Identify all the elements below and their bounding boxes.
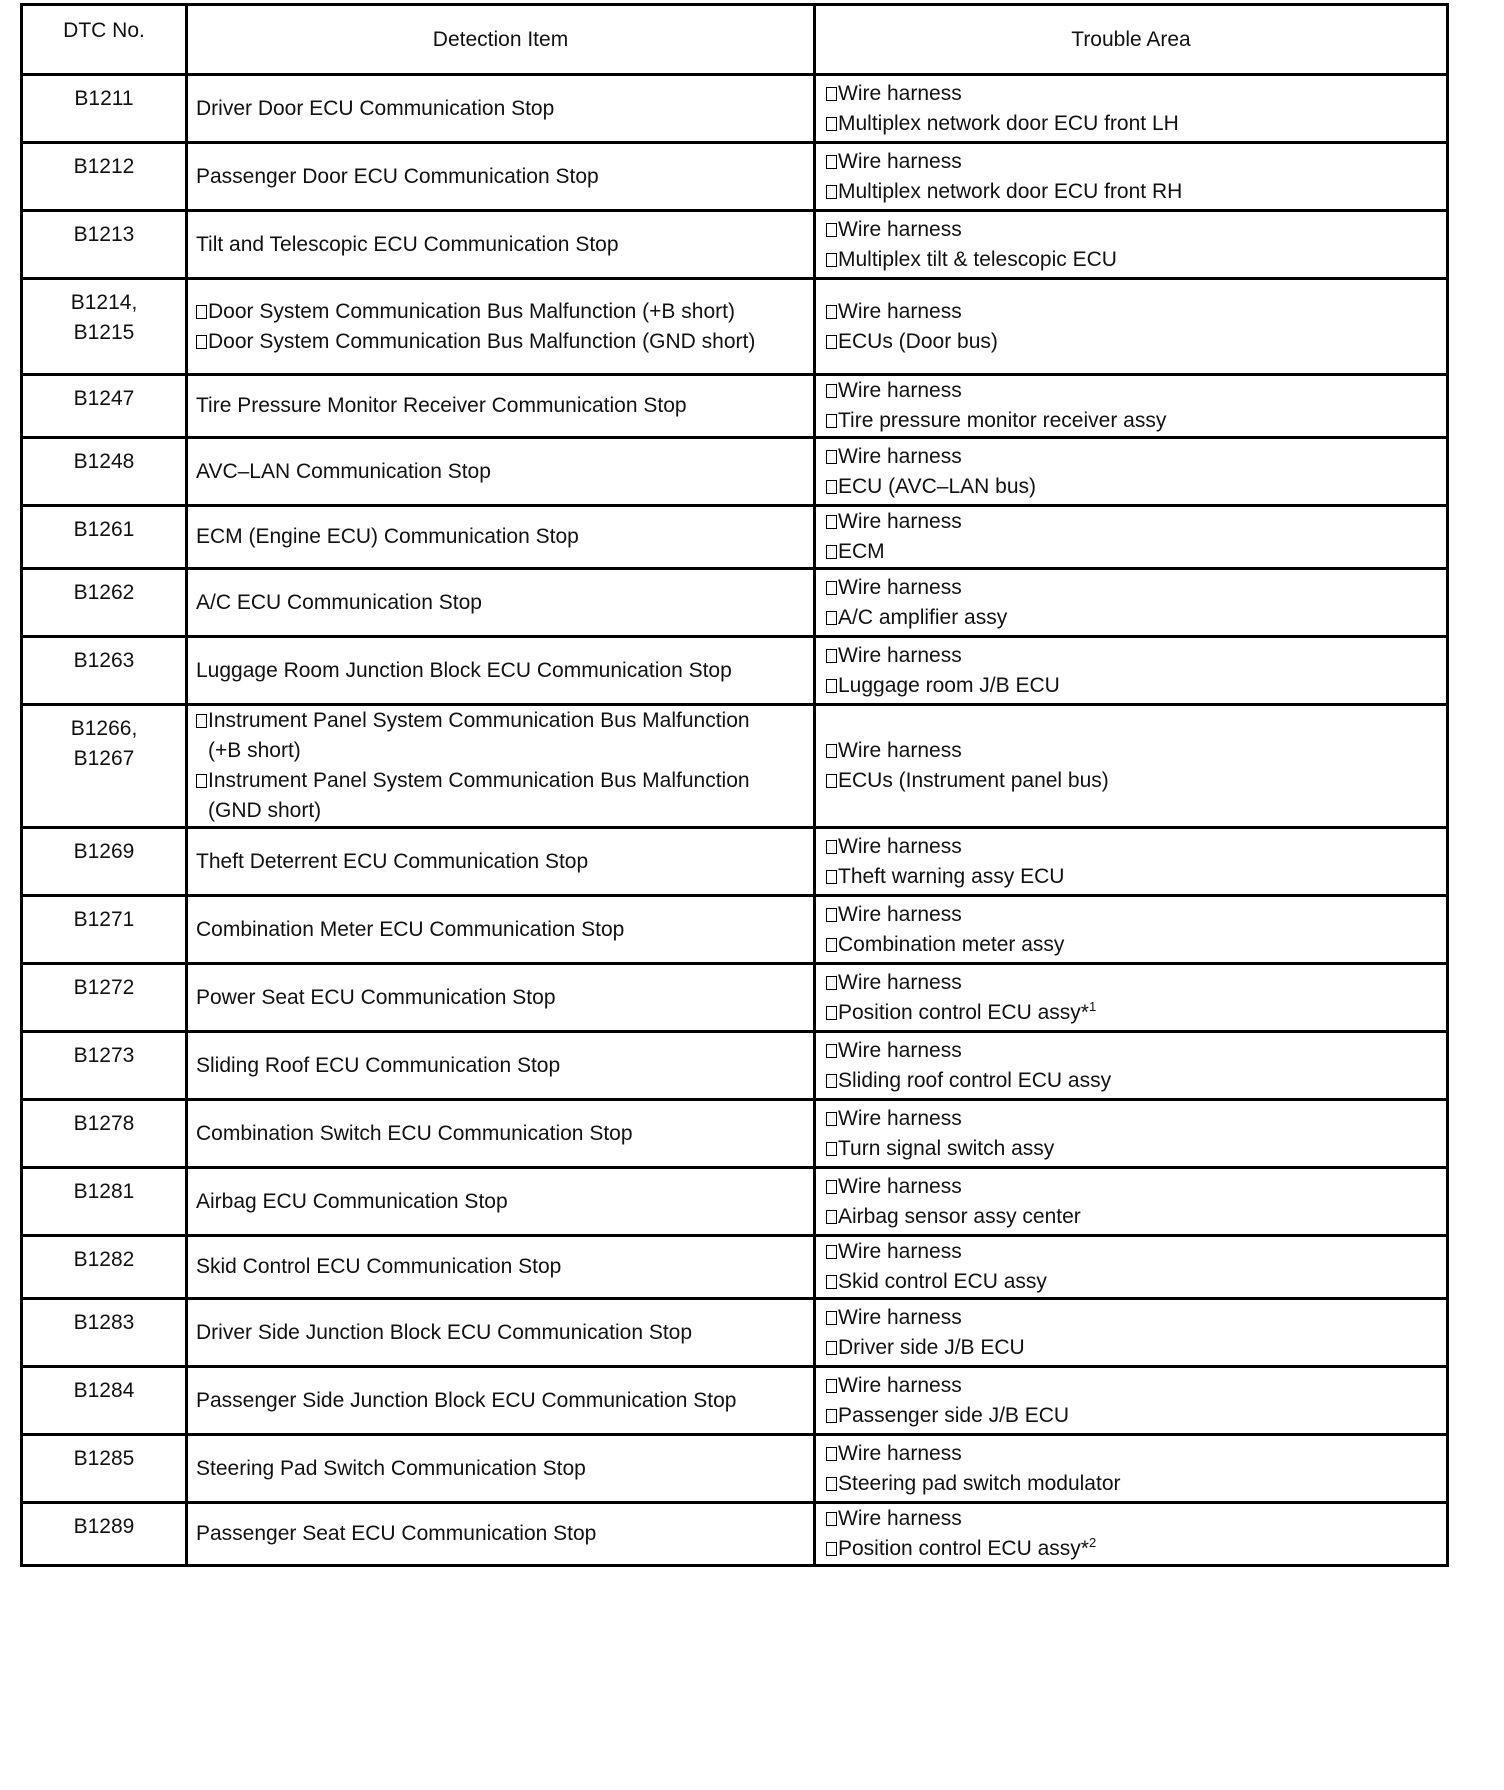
trouble-area-text: Wire harness	[838, 81, 962, 105]
checkbox-square-icon	[826, 1512, 837, 1526]
detection-item-text: AVC–LAN Communication Stop	[196, 459, 491, 483]
trouble-area-text: Theft warning assy ECU	[838, 864, 1065, 888]
trouble-area-text: Tire pressure monitor receiver assy	[838, 409, 1167, 432]
checkbox-square-icon	[826, 1074, 837, 1088]
trouble-area-line	[826, 1134, 1446, 1164]
trouble-area-text: Multiplex network door ECU front LH	[838, 111, 1179, 135]
checkbox-square-icon	[826, 305, 837, 319]
dtc-code: B1247	[73, 387, 135, 410]
trouble-area-text: Wire harness	[838, 217, 962, 241]
detection-item-text: Sliding Roof ECU Communication Stop	[196, 1053, 561, 1077]
detection-item-text: A/C ECU Communication Stop	[196, 590, 482, 614]
dtc-code: B1261	[73, 518, 135, 541]
dtc-code: B1263	[73, 649, 135, 672]
trouble-area-cell	[815, 1168, 1448, 1236]
trouble-area-line	[826, 109, 1446, 139]
checkbox-square-icon	[826, 908, 837, 922]
detection-item-cell	[187, 143, 815, 211]
table-row	[22, 569, 1448, 637]
detection-item-text: Passenger Door ECU Communication Stop	[196, 164, 599, 188]
detection-item-line	[196, 391, 807, 421]
trouble-area-line	[826, 1202, 1446, 1232]
table-row	[22, 1100, 1448, 1168]
trouble-area-text: Wire harness	[838, 575, 962, 599]
checkbox-square-icon	[196, 714, 207, 728]
trouble-area-line	[826, 1036, 1446, 1066]
detection-item-line	[196, 983, 807, 1013]
table-row	[22, 705, 1448, 828]
detection-item-line	[196, 297, 807, 327]
table-row	[22, 1032, 1448, 1100]
detection-item-cell	[187, 1032, 815, 1100]
header-dtc-no: DTC No.	[22, 5, 187, 75]
checkbox-square-icon	[826, 581, 837, 595]
trouble-area-line	[826, 1469, 1446, 1499]
checkbox-square-icon	[826, 1542, 837, 1556]
dtc-code: B1273	[73, 1044, 135, 1067]
checkbox-square-icon	[826, 414, 837, 428]
dtc-code-cell	[22, 705, 187, 828]
detection-item-text: ECM (Engine ECU) Communication Stop	[196, 525, 579, 548]
detection-item-line	[196, 706, 807, 736]
trouble-area-line	[826, 1534, 1446, 1564]
detection-item-line	[196, 847, 807, 877]
header-row	[22, 5, 1448, 75]
trouble-area-text: Wire harness	[838, 1373, 962, 1397]
dtc-code: B1285	[73, 1447, 135, 1470]
checkbox-square-icon	[826, 1044, 837, 1058]
table-row	[22, 964, 1448, 1032]
detection-item-cell	[187, 506, 815, 569]
detection-item-line	[196, 796, 807, 826]
detection-item-cell	[187, 75, 815, 143]
checkbox-square-icon	[826, 1409, 837, 1423]
header-trouble-area: Trouble Area	[815, 5, 1448, 75]
detection-item-text: Luggage Room Junction Block ECU Communication Stop	[196, 658, 732, 682]
detection-item-line	[196, 1386, 807, 1416]
dtc-code-cell	[22, 279, 187, 375]
detection-item-cell	[187, 1236, 815, 1299]
dtc-code-cell	[22, 1435, 187, 1503]
trouble-area-text: Multiplex network door ECU front RH	[838, 179, 1183, 203]
trouble-area-text: Wire harness	[838, 444, 962, 468]
checkbox-square-icon	[826, 1142, 837, 1156]
detection-item-text: (GND short)	[208, 799, 322, 822]
trouble-area-text: ECU (AVC–LAN bus)	[838, 474, 1037, 498]
detection-item-text: Instrument Panel System Communication Bus Malfunction	[208, 709, 750, 732]
dtc-code-cell	[22, 569, 187, 637]
trouble-area-line	[826, 1439, 1446, 1469]
detection-item-line	[196, 588, 807, 618]
trouble-area-line	[826, 1237, 1446, 1267]
trouble-area-cell	[815, 438, 1448, 506]
dtc-code-cell	[22, 1503, 187, 1566]
dtc-code: B1267	[73, 747, 135, 770]
checkbox-square-icon	[826, 480, 837, 494]
detection-item-text: Power Seat ECU Communication Stop	[196, 985, 556, 1009]
dtc-code-cell	[22, 438, 187, 506]
checkbox-square-icon	[826, 384, 837, 398]
checkbox-square-icon	[826, 744, 837, 758]
detection-item-text: Driver Side Junction Block ECU Communication Stop	[196, 1320, 693, 1344]
trouble-area-line	[826, 442, 1446, 472]
table-row	[22, 637, 1448, 705]
trouble-area-text: Wire harness	[838, 299, 962, 323]
detection-item-text: Airbag ECU Communication Stop	[196, 1189, 508, 1213]
checkbox-square-icon	[826, 450, 837, 464]
checkbox-square-icon	[826, 1210, 837, 1224]
dtc-code-cell	[22, 375, 187, 438]
checkbox-square-icon	[826, 1311, 837, 1325]
checkbox-square-icon	[826, 870, 837, 884]
checkbox-square-icon	[826, 117, 837, 131]
checkbox-square-icon	[826, 938, 837, 952]
trouble-area-text: Wire harness	[838, 1240, 962, 1263]
checkbox-square-icon	[826, 87, 837, 101]
detection-item-text: Passenger Seat ECU Communication Stop	[196, 1522, 597, 1545]
checkbox-square-icon	[826, 976, 837, 990]
trouble-area-cell	[815, 569, 1448, 637]
table-row	[22, 1236, 1448, 1299]
trouble-area-line	[826, 1303, 1446, 1333]
trouble-area-cell	[815, 1032, 1448, 1100]
dtc-code: B1211	[74, 87, 134, 110]
detection-item-line	[196, 915, 807, 945]
trouble-area-line	[826, 998, 1446, 1028]
detection-item-text: Theft Deterrent ECU Communication Stop	[196, 849, 589, 873]
dtc-code-cell	[22, 637, 187, 705]
trouble-area-line	[826, 968, 1446, 998]
trouble-area-text: Position control ECU assy*	[838, 1537, 1089, 1560]
dtc-table	[20, 3, 1449, 1567]
checkbox-square-icon	[196, 774, 207, 788]
table-row	[22, 1299, 1448, 1367]
detection-item-cell	[187, 1299, 815, 1367]
trouble-area-line	[826, 507, 1446, 537]
trouble-area-cell	[815, 1435, 1448, 1503]
dtc-code: B1283	[73, 1311, 135, 1334]
dtc-code: B1271	[73, 908, 135, 931]
trouble-area-line	[826, 147, 1446, 177]
trouble-area-cell	[815, 705, 1448, 828]
table-row	[22, 896, 1448, 964]
trouble-area-text: Wire harness	[838, 834, 962, 858]
trouble-area-line	[826, 406, 1446, 436]
table-row	[22, 279, 1448, 375]
trouble-area-line	[826, 736, 1446, 766]
table-row	[22, 375, 1448, 438]
trouble-area-cell	[815, 896, 1448, 964]
trouble-area-line	[826, 641, 1446, 671]
trouble-area-line	[826, 832, 1446, 862]
dtc-code: B1284	[73, 1379, 135, 1402]
trouble-area-cell	[815, 1367, 1448, 1435]
trouble-area-cell	[815, 75, 1448, 143]
trouble-area-text: Combination meter assy	[838, 932, 1065, 956]
trouble-area-text: Wire harness	[838, 1305, 962, 1329]
trouble-area-cell	[815, 964, 1448, 1032]
detection-item-text: Tilt and Telescopic ECU Communication Stop	[196, 232, 619, 256]
detection-item-cell	[187, 569, 815, 637]
trouble-area-cell	[815, 1503, 1448, 1566]
trouble-area-line	[826, 573, 1446, 603]
trouble-area-text: Wire harness	[838, 970, 962, 994]
dtc-code: B1289	[73, 1515, 135, 1538]
checkbox-square-icon	[826, 1245, 837, 1259]
checkbox-square-icon	[826, 1379, 837, 1393]
dtc-code-cell	[22, 828, 187, 896]
trouble-area-line	[826, 327, 1446, 357]
footnote-marker: 1	[1088, 998, 1097, 1014]
detection-item-cell	[187, 279, 815, 375]
trouble-area-text: ECM	[838, 540, 885, 563]
trouble-area-line	[826, 1267, 1446, 1297]
checkbox-square-icon	[826, 1112, 837, 1126]
dtc-code-cell	[22, 896, 187, 964]
detection-item-text: (+B short)	[208, 739, 301, 762]
dtc-code: B1278	[73, 1112, 135, 1135]
detection-item-text: Skid Control ECU Communication Stop	[196, 1255, 562, 1278]
detection-item-line	[196, 1454, 807, 1484]
checkbox-square-icon	[826, 679, 837, 693]
detection-item-line	[196, 736, 807, 766]
trouble-area-text: Wire harness	[838, 1038, 962, 1062]
table-row	[22, 1503, 1448, 1566]
detection-item-cell	[187, 705, 815, 828]
dtc-code: B1248	[73, 450, 135, 473]
checkbox-square-icon	[826, 1447, 837, 1461]
table-row	[22, 1367, 1448, 1435]
dtc-code: B1262	[73, 581, 135, 604]
trouble-area-text: Wire harness	[838, 739, 962, 762]
dtc-code: B1269	[73, 840, 135, 863]
detection-item-text: Instrument Panel System Communication Bus Malfunction	[208, 769, 750, 792]
trouble-area-cell	[815, 828, 1448, 896]
trouble-area-line	[826, 1172, 1446, 1202]
detection-item-text: Driver Door ECU Communication Stop	[196, 96, 555, 120]
table-row	[22, 143, 1448, 211]
detection-item-cell	[187, 896, 815, 964]
trouble-area-text: Multiplex tilt & telescopic ECU	[838, 247, 1117, 271]
trouble-area-text: Wire harness	[838, 379, 962, 402]
detection-item-line	[196, 457, 807, 487]
detection-item-line	[196, 1187, 807, 1217]
detection-item-text: Combination Switch ECU Communication Stop	[196, 1121, 633, 1145]
detection-item-text: Combination Meter ECU Communication Stop	[196, 917, 625, 941]
trouble-area-text: Skid control ECU assy	[838, 1270, 1047, 1293]
trouble-area-text: Passenger side J/B ECU	[838, 1403, 1070, 1427]
trouble-area-line	[826, 603, 1446, 633]
checkbox-square-icon	[826, 840, 837, 854]
detection-item-line	[196, 1252, 807, 1282]
checkbox-square-icon	[196, 305, 207, 319]
trouble-area-text: Wire harness	[838, 1106, 962, 1130]
trouble-area-text: Wire harness	[838, 149, 962, 173]
table-row	[22, 506, 1448, 569]
checkbox-square-icon	[826, 1477, 837, 1491]
checkbox-square-icon	[826, 155, 837, 169]
trouble-area-text: Steering pad switch modulator	[838, 1471, 1121, 1495]
detection-item-line	[196, 230, 807, 260]
dtc-code-cell	[22, 1367, 187, 1435]
trouble-area-line	[826, 79, 1446, 109]
dtc-code-cell	[22, 1299, 187, 1367]
trouble-area-text: Luggage room J/B ECU	[838, 673, 1060, 697]
trouble-area-text: Position control ECU assy*	[838, 1000, 1089, 1024]
checkbox-square-icon	[196, 335, 207, 349]
dtc-code-cell	[22, 75, 187, 143]
dtc-code: B1272	[73, 976, 135, 999]
trouble-area-text: Wire harness	[838, 643, 962, 667]
detection-item-line	[196, 1051, 807, 1081]
dtc-code-cell	[22, 964, 187, 1032]
detection-item-line	[196, 522, 807, 552]
dtc-code-cell	[22, 1100, 187, 1168]
detection-item-line	[196, 766, 807, 796]
trouble-area-cell	[815, 375, 1448, 438]
dtc-code-cell	[22, 506, 187, 569]
trouble-area-line	[826, 1066, 1446, 1096]
checkbox-square-icon	[826, 515, 837, 529]
detection-item-text: Tire Pressure Monitor Receiver Communication Stop	[196, 394, 687, 417]
trouble-area-line	[826, 930, 1446, 960]
trouble-area-cell	[815, 143, 1448, 211]
detection-item-text: Door System Communication Bus Malfunction (+B short)	[208, 299, 735, 323]
trouble-area-line	[826, 297, 1446, 327]
table-row	[22, 828, 1448, 896]
header-detection-item: Detection Item	[187, 5, 815, 75]
detection-item-cell	[187, 964, 815, 1032]
trouble-area-text: Airbag sensor assy center	[838, 1204, 1081, 1228]
trouble-area-line	[826, 766, 1446, 796]
trouble-area-cell	[815, 1100, 1448, 1168]
checkbox-square-icon	[826, 1180, 837, 1194]
trouble-area-cell	[815, 506, 1448, 569]
dtc-code-cell	[22, 1032, 187, 1100]
trouble-area-text: Wire harness	[838, 1174, 962, 1198]
detection-item-text: Passenger Side Junction Block ECU Communication Stop	[196, 1388, 737, 1412]
detection-item-line	[196, 1318, 807, 1348]
checkbox-square-icon	[826, 223, 837, 237]
dtc-code: B1213	[73, 223, 135, 246]
trouble-area-text: Wire harness	[838, 510, 962, 533]
dtc-code-cell	[22, 1236, 187, 1299]
trouble-area-cell	[815, 1236, 1448, 1299]
detection-item-line	[196, 327, 807, 357]
checkbox-square-icon	[826, 253, 837, 267]
dtc-code: B1266,	[70, 717, 138, 740]
trouble-area-line	[826, 215, 1446, 245]
trouble-area-line	[826, 900, 1446, 930]
trouble-area-line	[826, 1333, 1446, 1363]
dtc-code: B1282	[73, 1248, 135, 1271]
detection-item-cell	[187, 1435, 815, 1503]
checkbox-square-icon	[826, 335, 837, 349]
checkbox-square-icon	[826, 611, 837, 625]
detection-item-cell	[187, 1367, 815, 1435]
trouble-area-line	[826, 862, 1446, 892]
checkbox-square-icon	[826, 649, 837, 663]
checkbox-square-icon	[826, 185, 837, 199]
detection-item-cell	[187, 211, 815, 279]
trouble-area-cell	[815, 211, 1448, 279]
trouble-area-line	[826, 1504, 1446, 1534]
trouble-area-text: Turn signal switch assy	[838, 1136, 1055, 1160]
dtc-code-cell	[22, 143, 187, 211]
trouble-area-line	[826, 177, 1446, 207]
trouble-area-text: Wire harness	[838, 1441, 962, 1465]
table-body	[22, 75, 1448, 1566]
checkbox-square-icon	[826, 1006, 837, 1020]
detection-item-cell	[187, 1503, 815, 1566]
detection-item-line	[196, 162, 807, 192]
dtc-code: B1281	[73, 1180, 135, 1203]
detection-item-text: Steering Pad Switch Communication Stop	[196, 1456, 586, 1480]
checkbox-square-icon	[826, 545, 837, 559]
trouble-area-line	[826, 1401, 1446, 1431]
table-row	[22, 438, 1448, 506]
trouble-area-cell	[815, 279, 1448, 375]
trouble-area-line	[826, 1104, 1446, 1134]
trouble-area-text: Driver side J/B ECU	[838, 1335, 1025, 1359]
trouble-area-line	[826, 472, 1446, 502]
trouble-area-text: Wire harness	[838, 1507, 962, 1530]
trouble-area-line	[826, 671, 1446, 701]
detection-item-cell	[187, 438, 815, 506]
trouble-area-text: ECUs (Instrument panel bus)	[838, 769, 1109, 792]
table-row	[22, 1168, 1448, 1236]
detection-item-line	[196, 1519, 807, 1549]
checkbox-square-icon	[826, 774, 837, 788]
detection-item-line	[196, 94, 807, 124]
detection-item-cell	[187, 828, 815, 896]
checkbox-square-icon	[826, 1275, 837, 1289]
table-row	[22, 211, 1448, 279]
detection-item-cell	[187, 375, 815, 438]
detection-item-text: Door System Communication Bus Malfunction (GND short)	[208, 329, 756, 353]
table-row	[22, 1435, 1448, 1503]
detection-item-cell	[187, 637, 815, 705]
trouble-area-line	[826, 537, 1446, 567]
detection-item-line	[196, 1119, 807, 1149]
trouble-area-text: Sliding roof control ECU assy	[838, 1068, 1112, 1092]
trouble-area-cell	[815, 637, 1448, 705]
trouble-area-line	[826, 1371, 1446, 1401]
dtc-code: B1215	[73, 321, 135, 344]
detection-item-cell	[187, 1100, 815, 1168]
trouble-area-text: Wire harness	[838, 902, 962, 926]
checkbox-square-icon	[826, 1341, 837, 1355]
dtc-code-cell	[22, 1168, 187, 1236]
trouble-area-cell	[815, 1299, 1448, 1367]
table-row	[22, 75, 1448, 143]
dtc-code: B1212	[73, 155, 135, 178]
dtc-code: B1214,	[70, 291, 138, 314]
trouble-area-line	[826, 376, 1446, 406]
trouble-area-text: A/C amplifier assy	[838, 605, 1008, 629]
dtc-code-cell	[22, 211, 187, 279]
footnote-marker: 2	[1088, 1535, 1097, 1550]
trouble-area-text: ECUs (Door bus)	[838, 329, 998, 353]
trouble-area-line	[826, 245, 1446, 275]
detection-item-line	[196, 656, 807, 686]
detection-item-cell	[187, 1168, 815, 1236]
